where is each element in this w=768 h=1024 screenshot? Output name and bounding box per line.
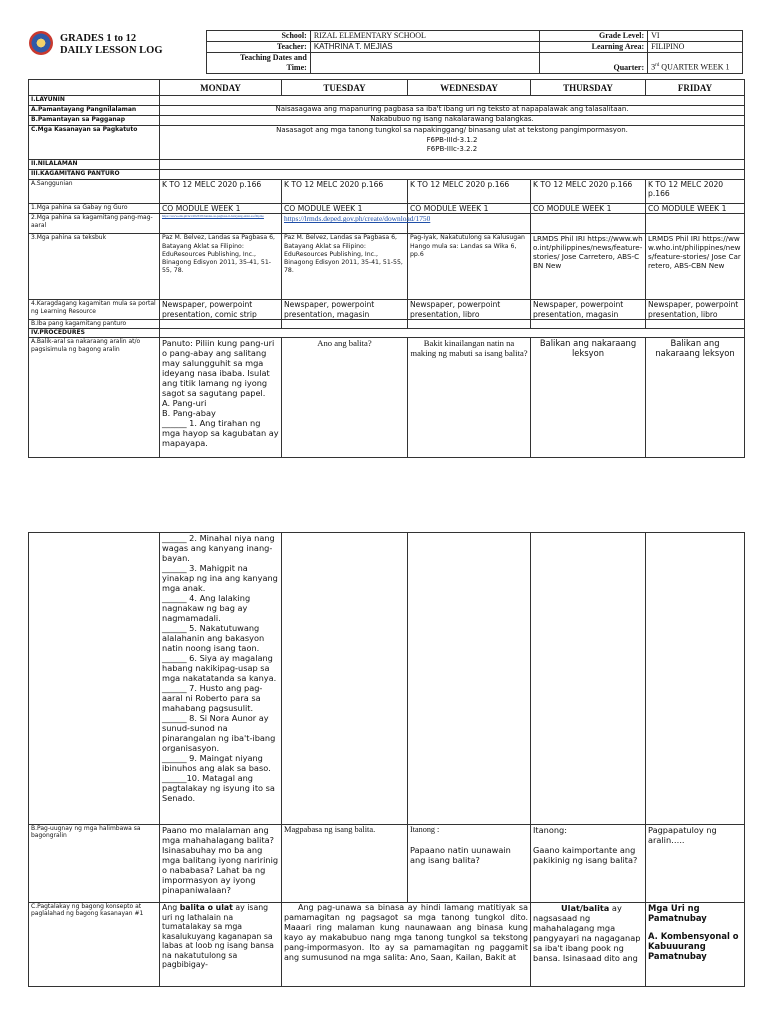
magaaral-label: 2.Mga pahina sa kagamitang pang-mag-aaral bbox=[29, 214, 160, 234]
gabay-wed: CO MODULE WEEK 1 bbox=[408, 204, 531, 214]
pagtalakay-mon-pre: Ang bbox=[162, 903, 180, 912]
dates-label-line2: Time: bbox=[286, 63, 307, 72]
iba-tue bbox=[282, 320, 408, 329]
uugnay-mon: Paano mo malalaman ang mga mahahalagang balita? Isinasabuhay mo ba ang mga balitang iyong naririnig o nababasa? Lahat ba ng impormasyon ay iyong pinapaniwalaan? bbox=[160, 825, 282, 903]
deped-seal-logo bbox=[29, 31, 53, 55]
cont-label bbox=[29, 533, 160, 825]
quarter-text: QUARTER WEEK 1 bbox=[659, 63, 730, 72]
procedures-label: IV.PROCEDURES bbox=[29, 329, 160, 338]
gabay-fri: CO MODULE WEEK 1 bbox=[646, 204, 745, 214]
quarter-suffix: rd bbox=[655, 63, 660, 69]
uugnay-thu bbox=[531, 825, 646, 903]
form-title-line2: DAILY LESSON LOG bbox=[60, 45, 163, 56]
sanggunian-fri: K TO 12 MELC 2020 p.166 bbox=[646, 180, 745, 204]
day-monday: MONDAY bbox=[160, 80, 282, 96]
area-label: Learning Area: bbox=[540, 42, 648, 53]
iba-mon bbox=[160, 320, 282, 329]
gabay-mon: CO MODULE WEEK 1 bbox=[160, 204, 282, 214]
sanggunian-tue: K TO 12 MELC 2020 p.166 bbox=[282, 180, 408, 204]
dates-label-line1: Teaching Dates and bbox=[239, 53, 307, 62]
uugnay-fri: Pagpapatuloy ng aralin….. bbox=[646, 825, 745, 903]
teksbuk-tue: Paz M. Belvez, Landas sa Pagbasa 6, Batayang Aklat sa Filipino: EduResources Publishing, Inc., Binagong Edisyon 2011, 35-41, 51-55, 78. bbox=[282, 234, 408, 300]
uugnay-thu-q: Itanong: bbox=[533, 825, 567, 835]
balik-fri: Balikan ang nakaraang leksyon bbox=[646, 338, 745, 458]
grade-label: Grade Level: bbox=[540, 31, 648, 42]
quarter-value bbox=[648, 53, 743, 74]
sanggunian-label: A.Sanggunian bbox=[29, 180, 160, 204]
kasanayan-text: Nasasagot ang mga tanong tungkol sa napakinggang/ binasang ulat at tekstong pangimpormasyon. bbox=[276, 126, 628, 134]
magaaral-link-tue[interactable]: https://lrmds.deped.gov.ph/create/download/1750 bbox=[282, 214, 408, 234]
magaaral-link-mon[interactable]: https://www.edu.ph/ncr/2023/05/landas-sa-pagbasa-6-batayang-aklat-sa-filipino bbox=[160, 214, 282, 234]
iba-fri bbox=[646, 320, 745, 329]
quarter-number: 3 bbox=[651, 63, 656, 72]
pagtalakay-mon bbox=[160, 903, 282, 987]
pagtalakay-tue-wed: Ang pag-unawa sa binasa ay hindi lamang matitiyak sa pamamagitan ng pagsagot sa mga tanong tungkol dito. Maaari ring malaman kung naunawaan ang binasa kung kayo ay makabubuo nang mga tanong tungkol sa tekstong pang-impormasyon. Ito ay sa pamamagitan ng paggamit ang sumusunod na mga salita: Ano, Saan, Kailan, Bakit at bbox=[282, 903, 531, 987]
teksbuk-wed: Pag-iyak, Nakatutulong sa Kalusugan Hango mula sa: Landas sa Wika 6, pp.6 bbox=[408, 234, 531, 300]
grade-value: VI bbox=[648, 31, 743, 42]
balik-mon: Panuto: Piliin kung pang-uri o pang-abay ang salitang may salungguhit sa mga ideyang nasa ibaba. Isulat ang titik lamang ng iyong sagot sa sagutang papel. A. Pang-uri B. Pang-abay ______ 1. Ang tirahan ng mga hayop sa kagubatan ay mapayapa. bbox=[160, 338, 282, 458]
day-wednesday: WEDNESDAY bbox=[408, 80, 531, 96]
balik-label: A.Balik-aral sa nakaraang aralin at/o pagsisimula ng bagong aralin bbox=[29, 338, 160, 458]
layunin-cell bbox=[160, 96, 745, 106]
day-tuesday: TUESDAY bbox=[282, 80, 408, 96]
form-title bbox=[60, 33, 163, 57]
kasanayan-code-1: F6PB-IIId-3.1.2 bbox=[426, 135, 478, 144]
pagtalakay-thu-term: Ulat/balita bbox=[561, 903, 610, 913]
kasanayan-cell bbox=[160, 126, 745, 160]
pangnilalaman-text: Naisasagawa ang mapanuring pagbasa sa iba't ibang uri ng teksto at napapalawak ang talasalitaan. bbox=[160, 106, 745, 116]
teksbuk-fri: LRMDS Phil IRI https://www.who.int/philippines/news/feature-stories/ Jose Carretero, ABS-CBN New bbox=[646, 234, 745, 300]
lr-label: 4.Karagdagang kagamitan mula sa portal ng Learning Resource bbox=[29, 300, 160, 320]
quarter-label: Quarter: bbox=[540, 53, 648, 74]
cont-tue bbox=[282, 533, 408, 825]
pagtalakay-label: C.Pagtalakay ng bagong konsepto at paglalahad ng bagong kasanayan #1 bbox=[29, 903, 160, 987]
lr-wed: Newspaper, powerpoint presentation, libro bbox=[408, 300, 531, 320]
corner-cell bbox=[29, 80, 160, 96]
pagtalakay-thu-rest: ay nagsasaad ng mahahalagang mga pangyayari na nagaganap sa iba't ibang pook ng bansa. Isinasaad dito ang bbox=[533, 903, 641, 963]
procedures-cell bbox=[160, 329, 745, 338]
form-title-line1: GRADES 1 to 12 bbox=[60, 33, 137, 44]
iba-wed bbox=[408, 320, 531, 329]
teacher-label: Teacher: bbox=[207, 42, 311, 53]
lr-thu: Newspaper, powerpoint presentation, magasin bbox=[531, 300, 646, 320]
school-label: School: bbox=[207, 31, 311, 42]
uugnay-thu-gap bbox=[533, 835, 643, 845]
dates-value bbox=[310, 53, 540, 74]
iba-thu bbox=[531, 320, 646, 329]
uugnay-tue: Magpabasa ng isang balita. bbox=[282, 825, 408, 903]
pagtalakay-mon-term: balita o ulat bbox=[179, 903, 233, 912]
uugnay-label: B.Pag-uugnay ng mga halimbawa sa bagongralin bbox=[29, 825, 160, 903]
cont-fri bbox=[646, 533, 745, 825]
gabay-thu: CO MODULE WEEK 1 bbox=[531, 204, 646, 214]
pagtalakay-thu bbox=[531, 903, 646, 987]
uugnay-thu-text: Gaano kaimportante ang pakikinig ng isang balita? bbox=[533, 845, 638, 865]
cont-wed bbox=[408, 533, 531, 825]
nilalaman-cell bbox=[160, 160, 745, 170]
lr-mon: Newspaper, powerpoint presentation, comic strip bbox=[160, 300, 282, 320]
lr-fri: Newspaper, powerpoint presentation, libro bbox=[646, 300, 745, 320]
cont-thu bbox=[531, 533, 646, 825]
layunin-label: I.LAYUNIN bbox=[29, 96, 160, 106]
sanggunian-mon: K TO 12 MELC 2020 p.166 bbox=[160, 180, 282, 204]
balik-tue: Ano ang balita? bbox=[282, 338, 408, 458]
dates-label bbox=[207, 53, 311, 74]
lesson-log-table-continued bbox=[28, 532, 745, 987]
kagamitan-label: III.KAGAMITANG PANTURO bbox=[29, 170, 160, 180]
uugnay-wed-gap bbox=[410, 835, 528, 845]
kasanayan-label: C.Mga Kasanayan sa Pagkatuto bbox=[29, 126, 160, 160]
pangnilalaman-label: A.Pamantayang Pangnilalaman bbox=[29, 106, 160, 116]
magaaral-thu bbox=[531, 214, 646, 234]
pagtalakay-fri bbox=[646, 903, 745, 987]
uugnay-wed bbox=[408, 825, 531, 903]
kagamitan-cell bbox=[160, 170, 745, 180]
uugnay-wed-text: Papaano natin uunawain ang isang balita? bbox=[410, 845, 511, 865]
pagtalakay-fri-sub: A. Kombensyonal o Kabuuurang Pamatnubay bbox=[648, 931, 739, 961]
sanggunian-thu: K TO 12 MELC 2020 p.166 bbox=[531, 180, 646, 204]
pagganap-text: Nakabubuo ng isang nakalarawang balangkas. bbox=[160, 116, 745, 126]
area-value: FILIPINO bbox=[648, 42, 743, 53]
pagganap-label: B.Pamantayan sa Pagganap bbox=[29, 116, 160, 126]
nilalaman-label: II.NILALAMAN bbox=[29, 160, 160, 170]
balik-items-mon: ______ 2. Minahal niya nang wagas ang kanyang inang-bayan. ______ 3. Mahigpit na yinakap ng ina ang kanyang mga anak. ______ 4. Ang lalaking nagnakaw ng bag ay nagmamadali. ______ 5. Nakatutuwang alalahanin ang bakasyon natin noong isang taon. ______ 6. Siya ay magalang habang nakikipag-usap sa mga nakatatanda sa kanya. ______ 7. Husto ang pag-aaral ni Roberto para sa mahabang pagsusulit. ______ 8. Si Nora Aunor ay sunud-sunod na pinarangalan ng iba't-ibang organisasyon. ______ 9. Maingat niyang ibinuhos ang alak sa baso. ______10. Matagal ang pagtalakay ng isyung ito sa Senado. bbox=[160, 533, 282, 825]
gabay-label: 1.Mga pahina sa Gabay ng Guro bbox=[29, 204, 160, 214]
lr-tue: Newspaper, powerpoint presentation, magasin bbox=[282, 300, 408, 320]
teksbuk-label: 3.Mga pahina sa teksbuk bbox=[29, 234, 160, 300]
school-value: RIZAL ELEMENTARY SCHOOL bbox=[310, 31, 540, 42]
pagtalakay-fri-gap bbox=[648, 923, 742, 931]
balik-thu: Balikan ang nakaraang leksyon bbox=[531, 338, 646, 458]
teksbuk-thu: LRMDS Phil IRI https://www.who.int/philippines/news/feature-stories/ Jose Carretero, ABS-CBN New bbox=[531, 234, 646, 300]
uugnay-wed-q: Itanong : bbox=[410, 825, 440, 834]
pagtalakay-mon-rest: ay isang uri ng lathalain na tumatalakay sa mga kasalukuyang kaganapan sa labas at loob ng isang bansa na nakatutulong sa pagbibigay- bbox=[162, 903, 274, 969]
pagtalakay-fri-heading: Mga Uri ng Pamatnubay bbox=[648, 903, 707, 923]
day-friday: FRIDAY bbox=[646, 80, 745, 96]
header-info-table bbox=[206, 30, 743, 74]
gabay-tue: CO MODULE WEEK 1 bbox=[282, 204, 408, 214]
magaaral-fri bbox=[646, 214, 745, 234]
sanggunian-wed: K TO 12 MELC 2020 p.166 bbox=[408, 180, 531, 204]
teksbuk-mon: Paz M. Belvez, Landas sa Pagbasa 6, Batayang Aklat sa Filipino: EduResources Publishing, Inc., Binagong Edisyon 2011, 35-41, 51-55, 78. bbox=[160, 234, 282, 300]
iba-label: B.Iba pang kagamitang panturo bbox=[29, 320, 160, 329]
lesson-log-table bbox=[28, 79, 745, 458]
balik-wed: Bakit kinailangan natin na making ng mabuti sa isang balita? bbox=[408, 338, 531, 458]
teacher-value: KATHRINA T. MEJIAS bbox=[310, 42, 540, 53]
day-thursday: THURSDAY bbox=[531, 80, 646, 96]
kasanayan-code-2: F6PB-IIIc-3.2.2 bbox=[426, 145, 478, 153]
